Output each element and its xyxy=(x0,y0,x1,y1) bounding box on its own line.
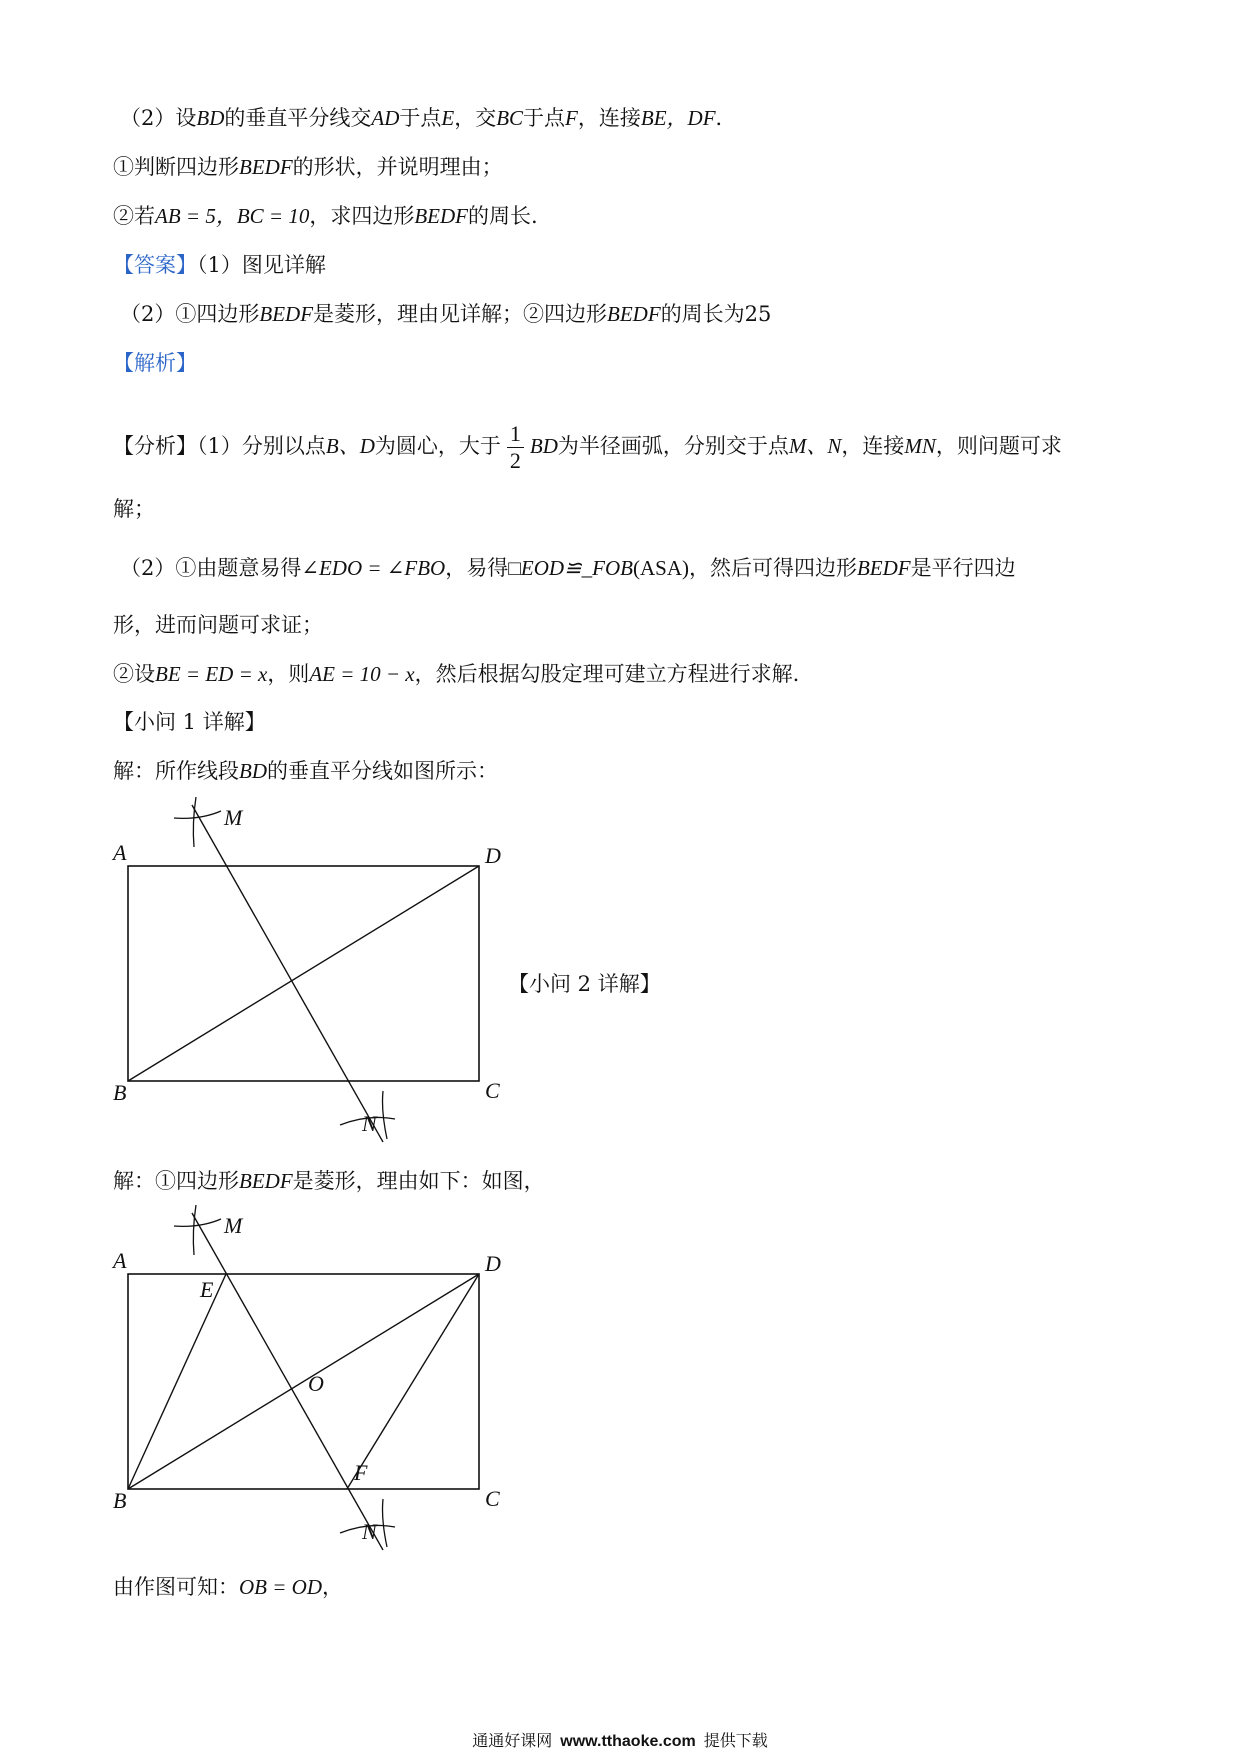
label-M: M xyxy=(224,1213,243,1238)
text: 的周长为25 xyxy=(660,302,772,326)
answer-line-2 xyxy=(120,298,771,330)
math-be-ed-x: BE = ED = x xyxy=(155,662,268,686)
figure-2-rhombus xyxy=(100,1203,520,1553)
text: ，易得 xyxy=(445,556,509,580)
analysis-part-1 xyxy=(113,416,1062,476)
segment-BE xyxy=(128,1274,226,1489)
sub2-label: 【小问 2 详解】 xyxy=(508,972,661,996)
text: （2）设 xyxy=(120,106,197,130)
text: 为圆心，大于 xyxy=(374,434,501,458)
math-BEDF: BEDF xyxy=(259,302,314,326)
footer-url: www.tthaoke.com xyxy=(560,1733,696,1750)
label-M: M xyxy=(224,805,243,830)
sub2-last-line xyxy=(113,1571,343,1603)
math-asa: (ASA) xyxy=(632,556,689,580)
text: 是平行四边 xyxy=(910,556,1016,580)
label-D: D xyxy=(485,843,501,868)
sub1-label: 【小问 1 详解】 xyxy=(113,710,266,734)
diagonal-BD xyxy=(128,866,479,1081)
math-BEDF: BEDF xyxy=(239,1169,293,1193)
text: 的垂直平分线交 xyxy=(224,106,372,130)
analysis-part-3 xyxy=(113,658,799,690)
math-B-D: B、D xyxy=(325,434,375,458)
sub2-solution xyxy=(113,1165,545,1197)
math-E: E xyxy=(441,106,455,130)
text: 是菱形，理由见详解；②四边形 xyxy=(313,302,608,326)
math-BD: BD xyxy=(239,759,267,783)
label-B: B xyxy=(113,1080,127,1105)
text: ，然后根据勾股定理可建立方程进行求解. xyxy=(414,662,800,686)
fraction-one-half xyxy=(507,421,524,474)
answer-label: 【答案】 xyxy=(113,253,197,277)
text: 形，进而问题可求证； xyxy=(113,613,323,637)
label-F: F xyxy=(354,1460,368,1485)
question-2-part-1 xyxy=(113,151,503,183)
segment-DF xyxy=(347,1274,479,1489)
label-C: C xyxy=(485,1078,500,1103)
text: ，求四边形 xyxy=(309,204,415,228)
page-footer xyxy=(0,1728,1240,1751)
math-BEDF: BEDF xyxy=(414,204,468,228)
label-N: N xyxy=(362,1111,377,1136)
footer-site-name: 通通好课网 xyxy=(472,1731,553,1750)
math-BEDF: BEDF xyxy=(856,556,911,580)
math-BEDF: BEDF xyxy=(607,302,661,326)
question-2-part-2 xyxy=(113,200,538,232)
text: （2）①四边形 xyxy=(120,302,260,326)
label-A: A xyxy=(113,1248,127,1273)
text: 是菱形，理由如下：如图， xyxy=(292,1169,545,1193)
diagonal-BD xyxy=(128,1274,479,1489)
analysis-part-1-cont xyxy=(113,493,155,525)
math-BE-DF: BE，DF xyxy=(640,106,716,130)
fraction-denominator: 2 xyxy=(509,448,521,473)
arc-at-M-2 xyxy=(193,797,196,847)
text: ，连接 xyxy=(577,106,641,130)
text: ②设 xyxy=(113,662,155,686)
analysis-label: 【解析】 xyxy=(113,351,197,375)
math-MN: MN xyxy=(904,434,936,458)
text: 由作图可知： xyxy=(113,1575,239,1599)
math-BEDF: BEDF xyxy=(239,155,293,179)
arc-at-M-2 xyxy=(193,1205,196,1255)
arc-at-N-2 xyxy=(383,1091,388,1139)
text: ． xyxy=(715,106,737,130)
text: （1）图见详解 xyxy=(197,253,326,277)
math-BC: BC xyxy=(496,106,524,130)
text: ，则 xyxy=(267,662,310,686)
sub1-label-line xyxy=(113,706,266,738)
analysis-part-2 xyxy=(120,552,1016,584)
text: 的形状，并说明理由； xyxy=(292,155,503,179)
label-B: B xyxy=(113,1488,127,1513)
math-ob-od: OB = OD xyxy=(239,1575,322,1599)
text: ，交 xyxy=(454,106,497,130)
text: ，则问题可求 xyxy=(935,434,1062,458)
figure-1-perpendicular-bisector xyxy=(100,795,520,1145)
sub1-solution xyxy=(113,755,498,787)
math-given: AB = 5，BC = 10 xyxy=(155,204,310,228)
label-D: D xyxy=(485,1251,501,1276)
math-angle-equality: ∠EDO = ∠FBO xyxy=(301,556,446,580)
label-A: A xyxy=(113,840,127,865)
label-E: E xyxy=(200,1277,214,1302)
math-F: F xyxy=(565,106,578,130)
bisector-MN xyxy=(192,1213,383,1550)
math-M-N: M、N xyxy=(788,434,842,458)
analysis-part-2-cont xyxy=(113,609,323,641)
math-ae-expression: AE = 10 − x xyxy=(309,662,415,686)
text: 的垂直平分线如图所示： xyxy=(267,759,498,783)
answer-line-1 xyxy=(113,249,326,281)
fenxi-label: 【分析】 xyxy=(113,434,197,458)
text: （2）①由题意易得 xyxy=(120,556,302,580)
text: 解； xyxy=(113,497,155,521)
sub2-label-line xyxy=(508,968,661,1000)
footer-tail: 提供下载 xyxy=(703,1731,768,1750)
text: ②若 xyxy=(113,204,155,228)
text: 的周长. xyxy=(468,204,538,228)
text: 为半径画弧，分别交于点 xyxy=(557,434,789,458)
text: （1）分别以点 xyxy=(197,434,326,458)
math-AD: AD xyxy=(371,106,400,130)
text: ， xyxy=(322,1575,343,1599)
question-2-stem xyxy=(120,102,737,134)
label-O: O xyxy=(308,1371,324,1396)
analysis-label-line xyxy=(113,347,197,379)
fraction-numerator: 1 xyxy=(507,421,524,448)
label-C: C xyxy=(485,1486,500,1511)
text: 于点 xyxy=(523,106,566,130)
text: ，连接 xyxy=(841,434,905,458)
arc-at-N-2 xyxy=(383,1499,388,1547)
text: ，然后可得四边形 xyxy=(688,556,857,580)
math-BD: BD xyxy=(196,106,225,130)
math-BD: BD xyxy=(529,434,558,458)
text: 解：①四边形 xyxy=(113,1169,239,1193)
text: ①判断四边形 xyxy=(113,155,239,179)
bisector-MN xyxy=(192,805,383,1142)
math-congruence: □EOD≌_FOB xyxy=(508,556,633,580)
label-N: N xyxy=(362,1519,377,1544)
text: 于点 xyxy=(399,106,442,130)
text: 解：所作线段 xyxy=(113,759,239,783)
